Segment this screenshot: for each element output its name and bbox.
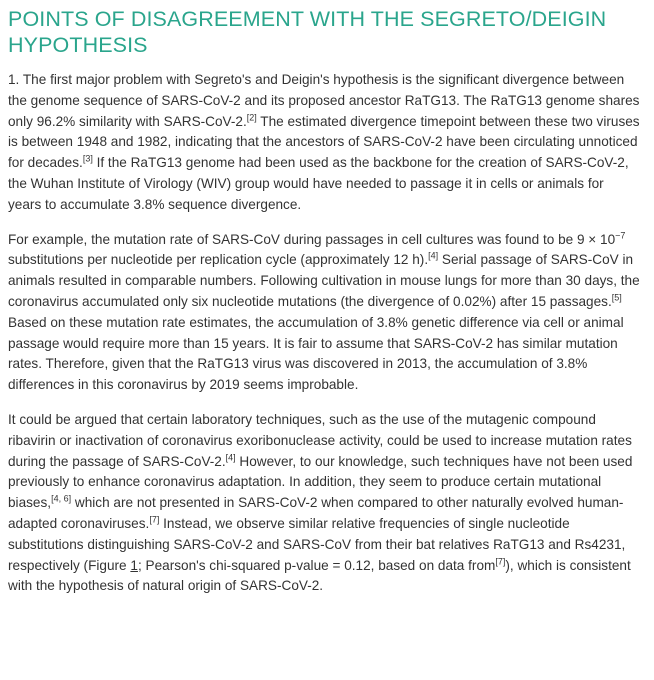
paragraph-text: ; Pearson's chi-squared p-value = 0.12, based on data from [137,557,496,573]
paragraph-text: If the RaTG13 genome had been used as the backbone for the creation of SARS-CoV-2, the Wuhan Institute of Virology (WIV) group would have needed to passage it in cells or animals for years to accumulate 3.8% sequence divergence. [8,155,629,212]
paragraph-text: Instead, we observe similar relative frequencies of single nucleotide substitutions distinguishing SARS-CoV-2 and SARS-CoV from their bat relatives RaTG13 and Rs4231, respectively (Figure [8,515,626,573]
citation-ref[interactable]: [4, 6] [51,493,72,504]
citation-ref[interactable]: [2] [246,112,257,123]
paragraph-text: Serial passage of SARS-CoV in animals resulted in comparable numbers. Following cultivation in mouse lungs for more than 30 days, the coronavirus accumulated only six nucleotide mutations (the divergence of 0.02%) after 15 passages. [8,252,640,309]
exponent: −7 [615,230,626,241]
paragraph-3 [8,410,640,597]
paragraph-text: ), which is consistent with the hypothesis of natural origin of SARS-CoV-2. [8,557,631,594]
paragraph-1 [8,70,640,216]
paragraph-text: substitutions per nucleotide per replication cycle (approximately 12 h). [8,252,429,268]
citation-ref[interactable]: [4] [225,452,236,463]
figure-link[interactable]: 1 [130,557,138,573]
citation-ref[interactable]: [3] [82,153,93,164]
paragraph-2 [8,230,640,396]
paragraph-text: 1. The first major problem with Segreto's and Deigin's hypothesis is the significant divergence between the genome sequence of SARS-CoV-2 and its proposed ancestor RaTG13. The RaTG13 genome shares only 96.2% similarity with SARS-CoV-2. [8,72,640,129]
citation-ref[interactable]: [7] [495,556,506,566]
citation-ref[interactable]: [7] [149,514,160,525]
paragraph-text: The estimated divergence timepoint between these two viruses is between 1948 and 1982, indicating that the ancestors of SARS-CoV-2 have been circulating unnoticed for decades. [8,113,640,171]
paragraph-text: However, to our knowledge, such techniques have not been used previously to enhance coronavirus adaptation. In addition, they seem to produce certain mutational biases, [8,453,633,511]
paragraph-text: Based on these mutation rate estimates, the accumulation of 3.8% genetic difference via cell or animal passage would require more than 15 years. It is fair to assume that SARS-CoV-2 has similar mutation rates. Therefore, given that the RaTG13 virus was discovered in 2013, the accumulation of 3.8% differences in this coronavirus by 2019 seems improbable. [8,314,624,393]
paragraph-text: which are not presented in SARS-CoV-2 when compared to other naturally evolved human-adapted coronaviruses. [8,495,624,531]
section-heading: POINTS OF DISAGREEMENT WITH THE SEGRETO/DEIGIN HYPOTHESIS [8,7,607,57]
citation-ref[interactable]: [5] [611,292,622,303]
paragraph-text: It could be argued that certain laboratory techniques, such as the use of the mutagenic compound ribavirin or inactivation of coronavirus exoribonuclease activity, could be used to increase mutation rates during the passage of SARS-CoV-2. [8,411,632,469]
paragraph-text: For example, the mutation rate of SARS-CoV during passages in cell cultures was found to be 9 × 10 [8,231,616,247]
citation-ref[interactable]: [4] [428,250,439,261]
